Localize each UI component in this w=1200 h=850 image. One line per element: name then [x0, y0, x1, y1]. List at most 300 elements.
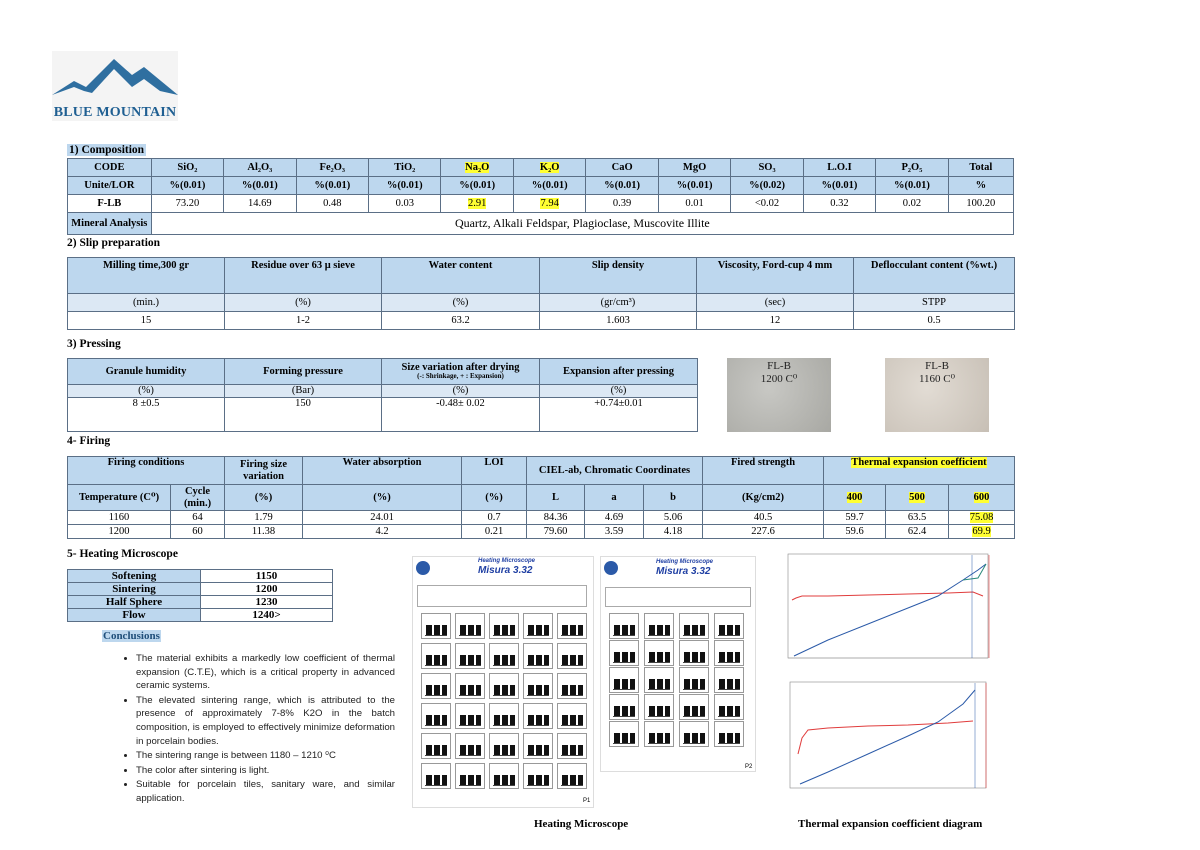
- hm-sample-shape: [460, 685, 466, 695]
- hm-sample-shape: [692, 652, 698, 662]
- fire-header-size: Firing size variation: [225, 457, 303, 485]
- hm-sample-shape: [494, 685, 500, 695]
- heating-row: [68, 570, 333, 583]
- slip-header-cell: Deflocculant content (%wt.): [854, 258, 1015, 294]
- hm-sample-shape: [578, 715, 583, 725]
- hm-sample-shape: [468, 715, 474, 725]
- composition-value-cell: 100.20: [948, 195, 1013, 213]
- composition-value-cell: 0.39: [586, 195, 658, 213]
- composition-unit-cell: %(0.02): [731, 177, 803, 195]
- fire-sub-header-cell: b: [644, 485, 703, 511]
- fire-value-cell: 227.6: [703, 525, 824, 539]
- heating-label-cell: Softening: [68, 570, 201, 583]
- heating-value-cell: 1150: [201, 570, 333, 583]
- hm-sample-shape: [622, 679, 628, 689]
- hm-sample-frame: [489, 673, 519, 699]
- hm-sample-shape: [510, 685, 515, 695]
- hm-sample-shape: [460, 745, 466, 755]
- hm-sample-shape: [657, 733, 663, 743]
- hm-sample-shape: [442, 685, 447, 695]
- hm-sample-shape: [434, 625, 440, 635]
- hm-sample-frame: [609, 613, 639, 639]
- composition-unit-cell: %(0.01): [658, 177, 730, 195]
- hm-sample-frame: [523, 763, 553, 789]
- fire-sub-header-cell: (%): [462, 485, 527, 511]
- hm-sample-shape: [536, 715, 542, 725]
- hm-sample-frame: [714, 721, 744, 747]
- slip-header-cell: Milling time,300 gr: [68, 258, 225, 294]
- hm-report-page-num-2: P2: [745, 764, 753, 770]
- hm-sample-frame: [679, 667, 709, 693]
- hm-sample-shape: [434, 655, 440, 665]
- hm-sample-shape: [460, 715, 466, 725]
- hm-sample-shape: [442, 715, 447, 725]
- heating-value-cell: 1230: [201, 596, 333, 609]
- tile-sample-1160: [885, 358, 989, 432]
- hm-sample-shape: [570, 745, 576, 755]
- hm-sample-shape: [622, 625, 628, 635]
- hm-sample-shape: [442, 745, 447, 755]
- composition-unit-cell: %(0.01): [441, 177, 513, 195]
- press-unit-cell: (Bar): [225, 385, 382, 398]
- hm-sample-shape: [719, 625, 725, 635]
- fire-value-highlight: 69.9: [972, 525, 991, 537]
- hm-sample-shape: [735, 733, 740, 743]
- conclusions-heading: Conclusions: [103, 630, 160, 642]
- hm-sample-shape: [528, 655, 534, 665]
- composition-value-cell: 73.20: [151, 195, 223, 213]
- hm-sample-shape: [510, 745, 515, 755]
- hm-sample-frame: [557, 673, 587, 699]
- fire-value-cell: 0.21: [462, 525, 527, 539]
- hm-sample-shape: [657, 706, 663, 716]
- composition-header-cell: SO₃: [731, 159, 803, 177]
- conclusion-item: • Suitable for porcelain tiles, sanitary ware, and similar application.: [136, 778, 395, 805]
- hm-sample-shape: [622, 706, 628, 716]
- hm-sample-frame: [523, 673, 553, 699]
- slip-value-cell: 1-2: [225, 312, 382, 330]
- hm-sample-frame: [421, 703, 451, 729]
- press-value-cell: 8 ±0.5: [68, 398, 225, 432]
- press-header-size-sub: (-: Shrinkage, + : Expansion): [417, 372, 504, 381]
- composition-value-cell: 0.03: [369, 195, 441, 213]
- hm-sample-shape: [528, 745, 534, 755]
- composition-header-cell: SiO₂: [151, 159, 223, 177]
- hm-sample-frame: [489, 733, 519, 759]
- slip-header-cell: Residue over 63 μ sieve: [225, 258, 382, 294]
- heating-heading: 5- Heating Microscope: [67, 548, 178, 560]
- hm-sample-shape: [468, 775, 474, 785]
- press-header-expansion: Expansion after pressing: [540, 359, 698, 385]
- slip-value-cell: 1.603: [540, 312, 697, 330]
- hm-sample-shape: [727, 733, 733, 743]
- hm-sample-shape: [727, 706, 733, 716]
- hm-sample-shape: [528, 685, 534, 695]
- heating-row: [68, 609, 333, 622]
- hm-sample-frame: [644, 721, 674, 747]
- tile-label-1160: FL-B 1160 C⁰: [918, 360, 956, 385]
- fire-value-cell: 40.5: [703, 511, 824, 525]
- hm-sample-shape: [562, 775, 568, 785]
- press-unit-cell: (%): [68, 385, 225, 398]
- hm-sample-shape: [536, 745, 542, 755]
- pressing-table: [67, 358, 698, 432]
- composition-header-highlight: Na₂O: [465, 161, 490, 173]
- hm-sample-shape: [544, 655, 549, 665]
- composition-value-cell: F-LB: [68, 195, 152, 213]
- hm-report-info-2: [605, 587, 751, 607]
- hm-sample-shape: [536, 685, 542, 695]
- hm-sample-shape: [570, 685, 576, 695]
- composition-unit-cell: %: [948, 177, 1013, 195]
- fire-value-cell: 63.5: [886, 511, 949, 525]
- fire-header-strength: Fired strength: [703, 457, 824, 485]
- fire-header-conditions: Firing conditions: [68, 457, 225, 485]
- composition-header-highlight: K₂O: [539, 161, 560, 173]
- slip-unit-cell: (%): [225, 294, 382, 312]
- conclusion-item: • The material exhibits a markedly low coefficient of thermal expansion (C.T.E), which is a critical property in advanced ceramic systems.: [136, 652, 395, 693]
- hm-sample-shape: [544, 745, 549, 755]
- hm-sample-shape: [476, 715, 481, 725]
- hm-sample-shape: [426, 745, 432, 755]
- hm-sample-shape: [502, 685, 508, 695]
- hm-sample-shape: [684, 679, 690, 689]
- hm-sample-shape: [735, 652, 740, 662]
- hm-sample-shape: [528, 775, 534, 785]
- hm-sample-frame: [523, 733, 553, 759]
- hm-sample-frame: [609, 640, 639, 666]
- composition-value-cell: [441, 195, 513, 213]
- hm-sample-shape: [442, 625, 447, 635]
- hm-sample-shape: [622, 652, 628, 662]
- hm-sample-shape: [665, 679, 670, 689]
- hm-sample-frame: [679, 694, 709, 720]
- hm-sample-shape: [442, 775, 447, 785]
- hm-sample-shape: [562, 625, 568, 635]
- hm-sample-shape: [476, 625, 481, 635]
- hm-sample-shape: [536, 775, 542, 785]
- press-unit-cell: (%): [382, 385, 540, 398]
- hm-sample-frame: [421, 613, 451, 639]
- hm-sample-shape: [528, 715, 534, 725]
- composition-value-cell: [513, 195, 585, 213]
- fire-value-highlight: 75.08: [969, 511, 994, 523]
- hm-sample-shape: [649, 733, 655, 743]
- hm-sample-shape: [649, 652, 655, 662]
- hm-sample-frame: [679, 640, 709, 666]
- hm-report-page-num-1: P1: [583, 798, 591, 804]
- hm-sample-shape: [562, 745, 568, 755]
- hm-sample-shape: [614, 625, 620, 635]
- fire-value-cell: 24.01: [303, 511, 462, 525]
- hm-sample-frame: [489, 763, 519, 789]
- composition-value-cell: 0.48: [296, 195, 368, 213]
- fire-value-cell: 62.4: [886, 525, 949, 539]
- conclusions-list-wrap: [112, 652, 395, 807]
- composition-header-cell: TiO₂: [369, 159, 441, 177]
- hm-sample-shape: [510, 625, 515, 635]
- hm-sample-shape: [614, 733, 620, 743]
- hm-sample-shape: [502, 625, 508, 635]
- press-header-pressure: Forming pressure: [225, 359, 382, 385]
- composition-header-cell: Al₂O₃: [224, 159, 296, 177]
- hm-sample-shape: [735, 679, 740, 689]
- hm-sample-frame: [421, 643, 451, 669]
- hm-sample-shape: [727, 679, 733, 689]
- fire-sub-header-cell: L: [527, 485, 585, 511]
- composition-unit-cell: %(0.01): [513, 177, 585, 195]
- hm-sample-frame: [714, 694, 744, 720]
- hm-sample-shape: [727, 625, 733, 635]
- fire-sub-header-cell: [886, 485, 949, 511]
- hm-sample-shape: [649, 706, 655, 716]
- hm-sample-frame: [557, 733, 587, 759]
- hm-sample-shape: [510, 655, 515, 665]
- hm-sample-shape: [502, 715, 508, 725]
- hm-sample-shape: [562, 655, 568, 665]
- slip-value-cell: 12: [697, 312, 854, 330]
- heating-row: [68, 583, 333, 596]
- hm-sample-frame: [609, 667, 639, 693]
- hm-sample-shape: [476, 655, 481, 665]
- hm-sample-frame: [609, 694, 639, 720]
- hm-sample-shape: [649, 625, 655, 635]
- hm-sample-shape: [510, 775, 515, 785]
- hm-sample-frame: [523, 643, 553, 669]
- fire-value-cell: 1200: [68, 525, 171, 539]
- slip-heading: 2) Slip preparation: [67, 237, 161, 249]
- fire-header-ciel: CIEL-ab, Chromatic Coordinates: [527, 457, 703, 485]
- hm-sample-frame: [557, 643, 587, 669]
- hm-sample-shape: [460, 625, 466, 635]
- hm-report-title-2: Heating Microscope: [656, 559, 714, 565]
- hm-sample-shape: [494, 655, 500, 665]
- thermal-diagram-2: [768, 678, 1008, 808]
- hm-sample-frame: [557, 703, 587, 729]
- fire-value-cell: [949, 511, 1015, 525]
- hm-sample-frame: [455, 673, 485, 699]
- hm-sample-shape: [544, 625, 549, 635]
- fire-value-cell: 1.79: [225, 511, 303, 525]
- hm-sample-shape: [510, 715, 515, 725]
- fire-sub-header-cell: [949, 485, 1015, 511]
- hm-sample-shape: [665, 625, 670, 635]
- hm-sample-shape: [426, 775, 432, 785]
- hm-sample-frame: [489, 613, 519, 639]
- hm-sample-shape: [494, 715, 500, 725]
- hm-sample-shape: [502, 655, 508, 665]
- hm-sample-shape: [536, 625, 542, 635]
- hm-sample-shape: [692, 679, 698, 689]
- composition-value-cell: 0.02: [876, 195, 948, 213]
- press-value-cell: 150: [225, 398, 382, 432]
- tile-sample-1200: [727, 358, 831, 432]
- hm-report-page-2: [600, 556, 756, 772]
- hm-sample-shape: [426, 655, 432, 665]
- tile-label-1200: FL-B 1200 C⁰: [760, 360, 798, 385]
- hm-sample-frame: [644, 613, 674, 639]
- press-unit-cell: (%): [540, 385, 698, 398]
- composition-table: [67, 158, 1014, 235]
- mountain-logo-icon: [52, 51, 178, 99]
- fire-sub-header-cell: (%): [303, 485, 462, 511]
- hm-sample-frame: [489, 643, 519, 669]
- fire-sub-header-cell: Cycle (min.): [171, 485, 225, 511]
- fire-value-cell: 11.38: [225, 525, 303, 539]
- fire-sub-header-cell: (%): [225, 485, 303, 511]
- hm-report-info-1: [417, 585, 587, 607]
- press-value-cell: -0.48± 0.02: [382, 398, 540, 432]
- hm-sample-shape: [700, 625, 705, 635]
- hm-sample-frame: [557, 613, 587, 639]
- hm-sample-shape: [657, 679, 663, 689]
- hm-sample-shape: [468, 745, 474, 755]
- hm-sample-frame: [644, 640, 674, 666]
- hm-sample-shape: [578, 685, 583, 695]
- fire-sub-header-cell: Temperature (C⁰): [68, 485, 171, 511]
- fire-value-cell: 4.69: [585, 511, 644, 525]
- hm-sample-shape: [700, 679, 705, 689]
- composition-header-cell: CODE: [68, 159, 152, 177]
- hm-sample-shape: [727, 652, 733, 662]
- press-header-size: [382, 359, 540, 385]
- fire-value-cell: 3.59: [585, 525, 644, 539]
- hm-sample-frame: [489, 703, 519, 729]
- composition-value-highlight: 7.94: [540, 197, 559, 209]
- hm-sample-shape: [426, 625, 432, 635]
- press-header-humidity: Granule humidity: [68, 359, 225, 385]
- hm-sample-shape: [476, 775, 481, 785]
- hm-sample-shape: [544, 715, 549, 725]
- fire-sub-header-highlight: 600: [973, 491, 990, 503]
- hm-frame-grid-2: [609, 613, 754, 753]
- hm-report-title-1: Heating Microscope: [478, 558, 536, 564]
- fire-sub-header-cell: a: [585, 485, 644, 511]
- hm-sample-frame: [679, 721, 709, 747]
- hm-sample-shape: [719, 706, 725, 716]
- hm-sample-frame: [455, 643, 485, 669]
- hm-sample-shape: [700, 706, 705, 716]
- hm-sample-shape: [468, 625, 474, 635]
- hm-sample-shape: [719, 652, 725, 662]
- hm-sample-frame: [714, 667, 744, 693]
- hm-sample-shape: [692, 625, 698, 635]
- hm-sample-shape: [657, 652, 663, 662]
- hm-report-page-1: [412, 556, 594, 808]
- composition-header-cell: CaO: [586, 159, 658, 177]
- hm-logo-icon-1: [416, 561, 430, 575]
- composition-header-cell: MgO: [658, 159, 730, 177]
- composition-value-cell: 14.69: [224, 195, 296, 213]
- hm-sample-shape: [630, 652, 635, 662]
- hm-sample-shape: [536, 655, 542, 665]
- hm-sample-shape: [502, 775, 508, 785]
- composition-header-cell: L.O.I: [803, 159, 875, 177]
- hm-sample-frame: [421, 733, 451, 759]
- heating-label-cell: Half Sphere: [68, 596, 201, 609]
- hm-sample-shape: [578, 655, 583, 665]
- hm-sample-shape: [528, 625, 534, 635]
- hm-sample-frame: [455, 733, 485, 759]
- conclusion-item: • The sintering range is between 1180 – 1210 ⁰C: [136, 749, 395, 763]
- heating-label-cell: Sintering: [68, 583, 201, 596]
- mineral-analysis-value: Quartz, Alkali Feldspar, Plagioclase, Muscovite Illite: [151, 213, 1013, 235]
- hm-sample-shape: [468, 685, 474, 695]
- hm-sample-shape: [700, 733, 705, 743]
- composition-unit-cell: %(0.01): [151, 177, 223, 195]
- hm-sample-shape: [630, 679, 635, 689]
- hm-sample-shape: [544, 685, 549, 695]
- fire-value-cell: 59.7: [824, 511, 886, 525]
- hm-sample-frame: [644, 694, 674, 720]
- fire-sub-header-highlight: 500: [909, 491, 925, 503]
- hm-sample-frame: [421, 673, 451, 699]
- hm-sample-shape: [570, 655, 576, 665]
- hm-frame-grid-1: [421, 613, 591, 793]
- hm-sample-frame: [609, 721, 639, 747]
- hm-sample-shape: [622, 733, 628, 743]
- hm-report-subtitle-1: Misura 3.32: [478, 565, 533, 576]
- composition-value-cell: 0.01: [658, 195, 730, 213]
- fire-value-cell: 4.18: [644, 525, 703, 539]
- hm-sample-shape: [719, 679, 725, 689]
- fire-header-thermal-label: Thermal expansion coefficient: [851, 457, 987, 468]
- thermal-diagram-1: [768, 550, 1008, 668]
- firing-heading: 4- Firing: [67, 435, 111, 447]
- slip-value-cell: 63.2: [382, 312, 540, 330]
- hm-sample-frame: [714, 613, 744, 639]
- fire-value-cell: 1160: [68, 511, 171, 525]
- fire-value-cell: 84.36: [527, 511, 585, 525]
- composition-unit-cell: %(0.01): [224, 177, 296, 195]
- composition-unit-cell: %(0.01): [803, 177, 875, 195]
- hm-sample-shape: [442, 655, 447, 665]
- composition-unit-cell: %(0.01): [586, 177, 658, 195]
- caption-thermal-diagram: Thermal expansion coefficient diagram: [798, 818, 983, 830]
- composition-header-cell: Total: [948, 159, 1013, 177]
- hm-sample-shape: [426, 685, 432, 695]
- conclusion-item: • The color after sintering is light.: [136, 764, 395, 778]
- fire-value-cell: 59.6: [824, 525, 886, 539]
- hm-sample-shape: [735, 706, 740, 716]
- hm-sample-shape: [665, 733, 670, 743]
- fire-header-water: Water absorption: [303, 457, 462, 485]
- fire-value-cell: 4.2: [303, 525, 462, 539]
- fire-sub-header-cell: [824, 485, 886, 511]
- composition-unit-cell: %(0.01): [369, 177, 441, 195]
- fire-value-cell: 79.60: [527, 525, 585, 539]
- slip-unit-cell: (sec): [697, 294, 854, 312]
- hm-sample-shape: [578, 745, 583, 755]
- hm-sample-shape: [665, 652, 670, 662]
- hm-sample-shape: [476, 745, 481, 755]
- hm-sample-shape: [684, 733, 690, 743]
- hm-sample-shape: [692, 706, 698, 716]
- logo-text: BLUE MOUNTAIN: [53, 105, 177, 120]
- firing-table: [67, 456, 1015, 539]
- hm-sample-shape: [578, 775, 583, 785]
- composition-unit-cell: %(0.01): [876, 177, 948, 195]
- hm-sample-shape: [494, 625, 500, 635]
- slip-header-cell: Water content: [382, 258, 540, 294]
- hm-sample-shape: [692, 733, 698, 743]
- hm-sample-shape: [460, 655, 466, 665]
- hm-sample-shape: [700, 652, 705, 662]
- hm-sample-frame: [455, 613, 485, 639]
- hm-sample-shape: [494, 775, 500, 785]
- heating-value-cell: 1200: [201, 583, 333, 596]
- hm-sample-frame: [714, 640, 744, 666]
